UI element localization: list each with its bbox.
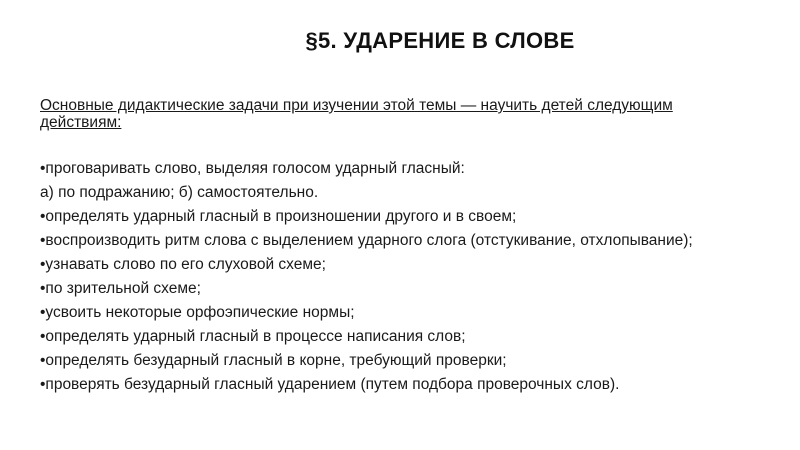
list-item: а) по подражанию; б) самостоятельно.	[40, 184, 319, 201]
list-item: •усвоить некоторые орфоэпические нормы;	[40, 304, 355, 321]
slide-title: §5. УДАРЕНИЕ В СЛОВЕ	[305, 28, 575, 53]
list-item: •определять безударный гласный в корне, требующий проверки;	[40, 352, 507, 369]
list-item: •узнавать слово по его слуховой схеме;	[40, 256, 326, 273]
task-list	[40, 161, 720, 401]
list-item: •проверять безударный гласный ударением (путем подбора проверочных слов).	[40, 376, 620, 393]
list-item: •определять ударный гласный в процессе написания слов;	[40, 328, 466, 345]
list-item: •проговаривать слово, выделяя голосом ударный гласный:	[40, 160, 465, 177]
list-item: •воспроизводить ритм слова с выделением ударного слога (отстукивание, отхлопывание);	[40, 232, 693, 249]
list-item: •определять ударный гласный в произношении другого и в своем;	[40, 208, 517, 225]
intro-text: Основные дидактические задачи при изучении этой темы — научить детей следующим действиям:	[40, 97, 673, 131]
list-item: •по зрительной схеме;	[40, 280, 201, 297]
